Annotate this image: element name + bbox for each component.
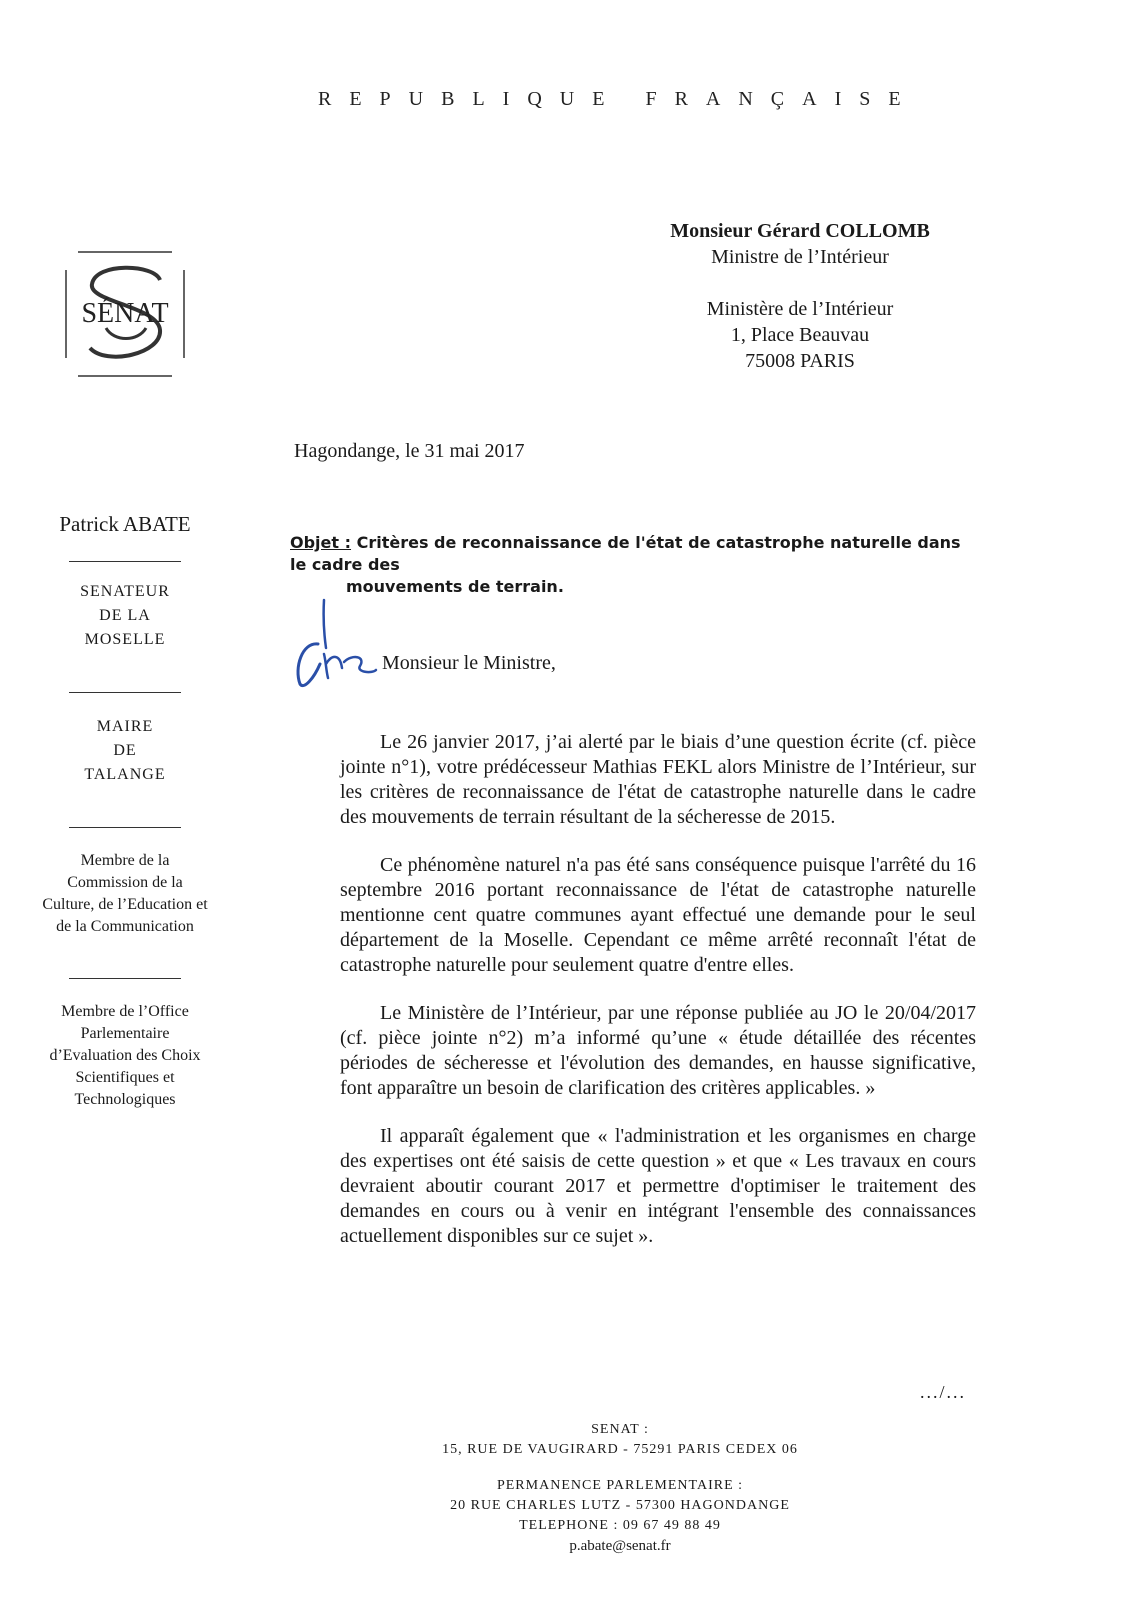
recipient-name: Monsieur Gérard COLLOMB — [670, 220, 930, 242]
recipient-block — [600, 218, 1000, 374]
sender-role-senateur — [20, 580, 230, 652]
role-line: MAIRE — [96, 718, 154, 735]
role-line: Culture, de l’Education et — [42, 896, 208, 913]
footer-permanence-address: 20 RUE CHARLES LUTZ - 57300 HAGONDANGE — [450, 1498, 790, 1513]
body-paragraph: Il apparaît également que « l'administration et les organismes en charge des expertises ont été saisis de cette question » et que « Les travaux en cours devraient aboutir courant 2017 et permettre d'optimiser le traitement des demandes en cours ou à venir en intégrant l'ensemble des connaissances actuellement disponibles sur ce sujet ». — [340, 1125, 976, 1247]
divider — [69, 561, 181, 562]
footer-telephone: TELEPHONE : 09 67 49 88 49 — [519, 1518, 721, 1533]
continuation-mark: .../... — [920, 1382, 967, 1402]
divider — [69, 827, 181, 828]
body-paragraph: Le 26 janvier 2017, j’ai alerté par le biais d’une question écrite (cf. pièce jointe n°1), votre prédécesseur Mathias FEKL alors Ministre de l’Intérieur, sur les critères de reconnaissance de l'état de catastrophe naturelle dans le cadre des mouvements de terrain résultant de la sécheresse de 2015. — [340, 731, 976, 828]
role-line: Scientifiques et — [75, 1069, 175, 1086]
letter-subject — [290, 532, 980, 598]
recipient-title: Ministre de l’Intérieur — [711, 246, 889, 268]
senat-logo-text: SÉNAT — [81, 298, 169, 329]
sender-role-maire — [20, 715, 230, 787]
role-line: Parlementaire — [80, 1025, 170, 1042]
role-line: TALANGE — [84, 766, 166, 783]
letter-footer — [430, 1420, 810, 1556]
sender-sidebar — [20, 512, 230, 1151]
letter-body — [340, 730, 976, 1272]
divider — [69, 978, 181, 979]
role-line: SENATEUR — [80, 583, 170, 600]
salutation: Monsieur le Ministre, — [382, 652, 556, 674]
body-paragraph: Ce phénomène naturel n'a pas été sans conséquence puisque l'arrêté du 16 septembre 2016 portant reconnaissance de l'état de catastrophe naturelle mentionne cent quatre communes ayant effectué une demande pour le seul département de la Moselle. Cependant ce même arrêté reconnaît l'état de catastrophe naturelle pour seulement quatre d'entre elles. — [340, 854, 976, 976]
footer-permanence-label: PERMANENCE PARLEMENTAIRE : — [496, 1478, 744, 1493]
sender-role-commission — [20, 850, 230, 938]
recipient-address-line3: 75008 PARIS — [745, 350, 855, 372]
recipient-address-line2: 1, Place Beauvau — [730, 324, 870, 346]
role-line: DE — [113, 742, 137, 759]
letter-date: Hagondange, le 31 mai 2017 — [294, 440, 525, 462]
role-line: Membre de l’Office — [61, 1003, 189, 1020]
republique-francaise-header: REPUBLIQUE FRANÇAISE — [318, 88, 919, 110]
subject-line2: mouvements de terrain. — [346, 577, 564, 596]
sender-role-office — [20, 1001, 230, 1111]
subject-label: Objet : — [290, 533, 352, 552]
handwritten-initials-signature — [290, 598, 380, 688]
sender-name: Patrick ABATE — [59, 512, 191, 536]
footer-senat-label: SENAT : — [591, 1422, 649, 1437]
subject-line1: Critères de reconnaissance de l'état de catastrophe naturelle dans le cadre des — [290, 533, 961, 574]
role-line: de la Communication — [56, 918, 194, 935]
role-line: Technologiques — [74, 1091, 176, 1108]
role-line: MOSELLE — [84, 631, 166, 648]
role-line: Membre de la — [80, 852, 170, 869]
role-line: d’Evaluation des Choix — [49, 1047, 201, 1064]
senat-logo — [62, 250, 190, 378]
footer-email: p.abate@senat.fr — [569, 1538, 671, 1554]
body-paragraph: Le Ministère de l’Intérieur, par une réponse publiée au JO le 20/04/2017 (cf. pièce jointe n°2) m’a informé qu’une « étude détaillée des récentes périodes de sécheresse et l'évolution des demandes, en hausse significative, font apparaître un besoin de clarification des critères applicables. » — [340, 1002, 976, 1099]
role-line: Commission de la — [67, 874, 183, 891]
footer-senat-address: 15, RUE DE VAUGIRARD - 75291 PARIS CEDEX 06 — [442, 1442, 798, 1457]
role-line: DE LA — [99, 607, 151, 624]
recipient-address-line1: Ministère de l’Intérieur — [706, 298, 894, 320]
divider — [69, 692, 181, 693]
